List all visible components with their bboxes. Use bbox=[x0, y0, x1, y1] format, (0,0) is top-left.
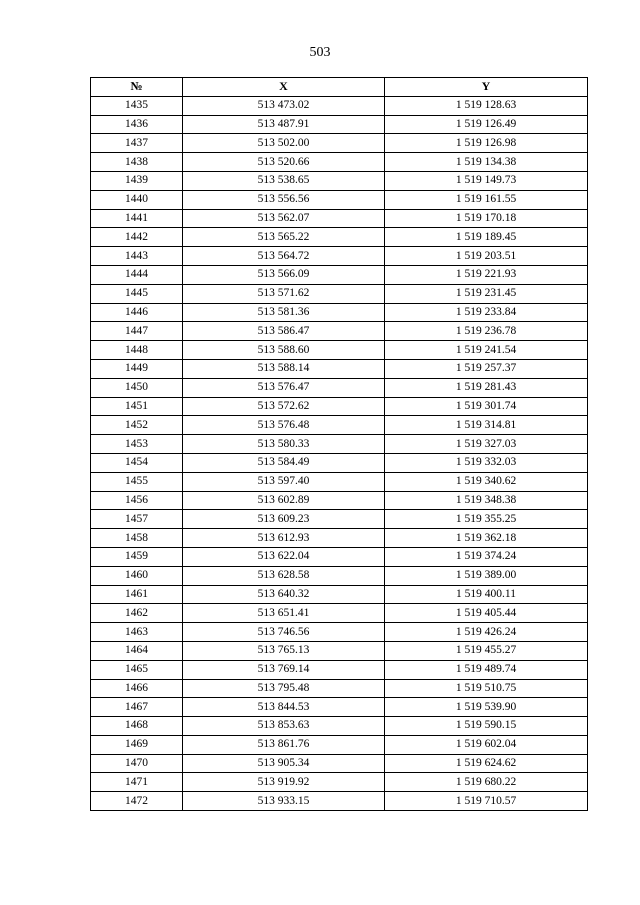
cell-number: 1461 bbox=[91, 585, 183, 604]
cell-number: 1439 bbox=[91, 171, 183, 190]
cell-y: 1 519 510.75 bbox=[385, 679, 588, 698]
cell-number: 1457 bbox=[91, 510, 183, 529]
cell-y: 1 519 602.04 bbox=[385, 735, 588, 754]
cell-number: 1444 bbox=[91, 265, 183, 284]
cell-x: 513 565.22 bbox=[183, 228, 385, 247]
table-row bbox=[91, 303, 588, 322]
cell-y: 1 519 624.62 bbox=[385, 754, 588, 773]
cell-x: 513 602.89 bbox=[183, 491, 385, 510]
header-row bbox=[91, 78, 588, 97]
cell-y: 1 519 332.03 bbox=[385, 453, 588, 472]
cell-number: 1448 bbox=[91, 341, 183, 360]
table-body bbox=[91, 96, 588, 810]
cell-y: 1 519 221.93 bbox=[385, 265, 588, 284]
cell-x: 513 795.48 bbox=[183, 679, 385, 698]
table-row bbox=[91, 134, 588, 153]
table-row bbox=[91, 510, 588, 529]
cell-number: 1466 bbox=[91, 679, 183, 698]
cell-x: 513 538.65 bbox=[183, 171, 385, 190]
cell-x: 513 576.47 bbox=[183, 378, 385, 397]
table-row bbox=[91, 773, 588, 792]
cell-x: 513 588.14 bbox=[183, 359, 385, 378]
table-row bbox=[91, 416, 588, 435]
table-row bbox=[91, 585, 588, 604]
cell-x: 513 572.62 bbox=[183, 397, 385, 416]
cell-x: 513 609.23 bbox=[183, 510, 385, 529]
cell-number: 1455 bbox=[91, 472, 183, 491]
table-row bbox=[91, 547, 588, 566]
cell-x: 513 765.13 bbox=[183, 641, 385, 660]
cell-number: 1445 bbox=[91, 284, 183, 303]
table-row bbox=[91, 641, 588, 660]
cell-y: 1 519 455.27 bbox=[385, 641, 588, 660]
table-row bbox=[91, 491, 588, 510]
table-row bbox=[91, 247, 588, 266]
table-row bbox=[91, 284, 588, 303]
cell-number: 1453 bbox=[91, 435, 183, 454]
cell-number: 1462 bbox=[91, 604, 183, 623]
cell-y: 1 519 281.43 bbox=[385, 378, 588, 397]
page-number: 503 bbox=[309, 45, 331, 60]
cell-number: 1446 bbox=[91, 303, 183, 322]
cell-number: 1435 bbox=[91, 96, 183, 115]
cell-y: 1 519 374.24 bbox=[385, 547, 588, 566]
cell-y: 1 519 161.55 bbox=[385, 190, 588, 209]
table-row bbox=[91, 228, 588, 247]
cell-x: 513 473.02 bbox=[183, 96, 385, 115]
cell-y: 1 519 489.74 bbox=[385, 660, 588, 679]
table-row bbox=[91, 378, 588, 397]
cell-y: 1 519 680.22 bbox=[385, 773, 588, 792]
table-row bbox=[91, 735, 588, 754]
cell-number: 1443 bbox=[91, 247, 183, 266]
cell-number: 1465 bbox=[91, 660, 183, 679]
cell-y: 1 519 348.38 bbox=[385, 491, 588, 510]
cell-x: 513 622.04 bbox=[183, 547, 385, 566]
cell-number: 1442 bbox=[91, 228, 183, 247]
cell-y: 1 519 327.03 bbox=[385, 435, 588, 454]
table-row bbox=[91, 792, 588, 811]
table-row bbox=[91, 529, 588, 548]
cell-x: 513 769.14 bbox=[183, 660, 385, 679]
table-row bbox=[91, 566, 588, 585]
cell-x: 513 746.56 bbox=[183, 623, 385, 642]
cell-x: 513 597.40 bbox=[183, 472, 385, 491]
cell-number: 1470 bbox=[91, 754, 183, 773]
cell-y: 1 519 170.18 bbox=[385, 209, 588, 228]
cell-x: 513 612.93 bbox=[183, 529, 385, 548]
cell-y: 1 519 426.24 bbox=[385, 623, 588, 642]
table-row bbox=[91, 698, 588, 717]
cell-number: 1469 bbox=[91, 735, 183, 754]
table-row bbox=[91, 604, 588, 623]
cell-number: 1467 bbox=[91, 698, 183, 717]
cell-number: 1456 bbox=[91, 491, 183, 510]
cell-y: 1 519 149.73 bbox=[385, 171, 588, 190]
cell-x: 513 502.00 bbox=[183, 134, 385, 153]
table-row bbox=[91, 472, 588, 491]
cell-number: 1459 bbox=[91, 547, 183, 566]
cell-y: 1 519 128.63 bbox=[385, 96, 588, 115]
table-row bbox=[91, 115, 588, 134]
cell-x: 513 580.33 bbox=[183, 435, 385, 454]
header-y: Y bbox=[385, 78, 588, 97]
cell-x: 513 640.32 bbox=[183, 585, 385, 604]
cell-y: 1 519 590.15 bbox=[385, 717, 588, 736]
cell-number: 1472 bbox=[91, 792, 183, 811]
cell-number: 1441 bbox=[91, 209, 183, 228]
table-row bbox=[91, 265, 588, 284]
cell-x: 513 571.62 bbox=[183, 284, 385, 303]
table-row bbox=[91, 435, 588, 454]
cell-y: 1 519 405.44 bbox=[385, 604, 588, 623]
table-row bbox=[91, 171, 588, 190]
cell-number: 1450 bbox=[91, 378, 183, 397]
cell-y: 1 519 134.38 bbox=[385, 153, 588, 172]
cell-y: 1 519 257.37 bbox=[385, 359, 588, 378]
table-row bbox=[91, 754, 588, 773]
table-row bbox=[91, 96, 588, 115]
header-x: X bbox=[183, 78, 385, 97]
cell-x: 513 651.41 bbox=[183, 604, 385, 623]
cell-number: 1452 bbox=[91, 416, 183, 435]
table-row bbox=[91, 322, 588, 341]
cell-number: 1454 bbox=[91, 453, 183, 472]
cell-x: 513 576.48 bbox=[183, 416, 385, 435]
cell-y: 1 519 301.74 bbox=[385, 397, 588, 416]
cell-x: 513 905.34 bbox=[183, 754, 385, 773]
cell-x: 513 520.66 bbox=[183, 153, 385, 172]
cell-y: 1 519 539.90 bbox=[385, 698, 588, 717]
cell-y: 1 519 189.45 bbox=[385, 228, 588, 247]
cell-x: 513 861.76 bbox=[183, 735, 385, 754]
cell-y: 1 519 314.81 bbox=[385, 416, 588, 435]
cell-x: 513 919.92 bbox=[183, 773, 385, 792]
table-row bbox=[91, 359, 588, 378]
table-row bbox=[91, 717, 588, 736]
header-number: № bbox=[91, 78, 183, 97]
cell-y: 1 519 236.78 bbox=[385, 322, 588, 341]
cell-x: 513 853.63 bbox=[183, 717, 385, 736]
cell-y: 1 519 231.45 bbox=[385, 284, 588, 303]
cell-x: 513 584.49 bbox=[183, 453, 385, 472]
table-row bbox=[91, 453, 588, 472]
cell-number: 1449 bbox=[91, 359, 183, 378]
cell-x: 513 564.72 bbox=[183, 247, 385, 266]
cell-x: 513 844.53 bbox=[183, 698, 385, 717]
table-row bbox=[91, 341, 588, 360]
cell-number: 1440 bbox=[91, 190, 183, 209]
cell-x: 513 566.09 bbox=[183, 265, 385, 284]
table-row bbox=[91, 679, 588, 698]
cell-number: 1471 bbox=[91, 773, 183, 792]
cell-y: 1 519 126.98 bbox=[385, 134, 588, 153]
cell-number: 1464 bbox=[91, 641, 183, 660]
cell-y: 1 519 355.25 bbox=[385, 510, 588, 529]
cell-number: 1458 bbox=[91, 529, 183, 548]
cell-number: 1447 bbox=[91, 322, 183, 341]
cell-number: 1468 bbox=[91, 717, 183, 736]
table-row bbox=[91, 190, 588, 209]
table-row bbox=[91, 623, 588, 642]
cell-x: 513 487.91 bbox=[183, 115, 385, 134]
table-row bbox=[91, 209, 588, 228]
table-row bbox=[91, 660, 588, 679]
cell-y: 1 519 126.49 bbox=[385, 115, 588, 134]
table-row bbox=[91, 153, 588, 172]
cell-x: 513 933.15 bbox=[183, 792, 385, 811]
cell-number: 1438 bbox=[91, 153, 183, 172]
table-header bbox=[91, 78, 588, 97]
cell-y: 1 519 340.62 bbox=[385, 472, 588, 491]
cell-y: 1 519 362.18 bbox=[385, 529, 588, 548]
cell-x: 513 562.07 bbox=[183, 209, 385, 228]
cell-y: 1 519 400.11 bbox=[385, 585, 588, 604]
coordinates-table bbox=[90, 77, 588, 811]
cell-y: 1 519 710.57 bbox=[385, 792, 588, 811]
cell-y: 1 519 241.54 bbox=[385, 341, 588, 360]
cell-number: 1437 bbox=[91, 134, 183, 153]
cell-x: 513 586.47 bbox=[183, 322, 385, 341]
cell-y: 1 519 389.00 bbox=[385, 566, 588, 585]
cell-x: 513 581.36 bbox=[183, 303, 385, 322]
cell-number: 1460 bbox=[91, 566, 183, 585]
cell-x: 513 556.56 bbox=[183, 190, 385, 209]
table-row bbox=[91, 397, 588, 416]
cell-number: 1436 bbox=[91, 115, 183, 134]
cell-number: 1463 bbox=[91, 623, 183, 642]
cell-x: 513 628.58 bbox=[183, 566, 385, 585]
cell-y: 1 519 203.51 bbox=[385, 247, 588, 266]
cell-x: 513 588.60 bbox=[183, 341, 385, 360]
cell-y: 1 519 233.84 bbox=[385, 303, 588, 322]
cell-number: 1451 bbox=[91, 397, 183, 416]
